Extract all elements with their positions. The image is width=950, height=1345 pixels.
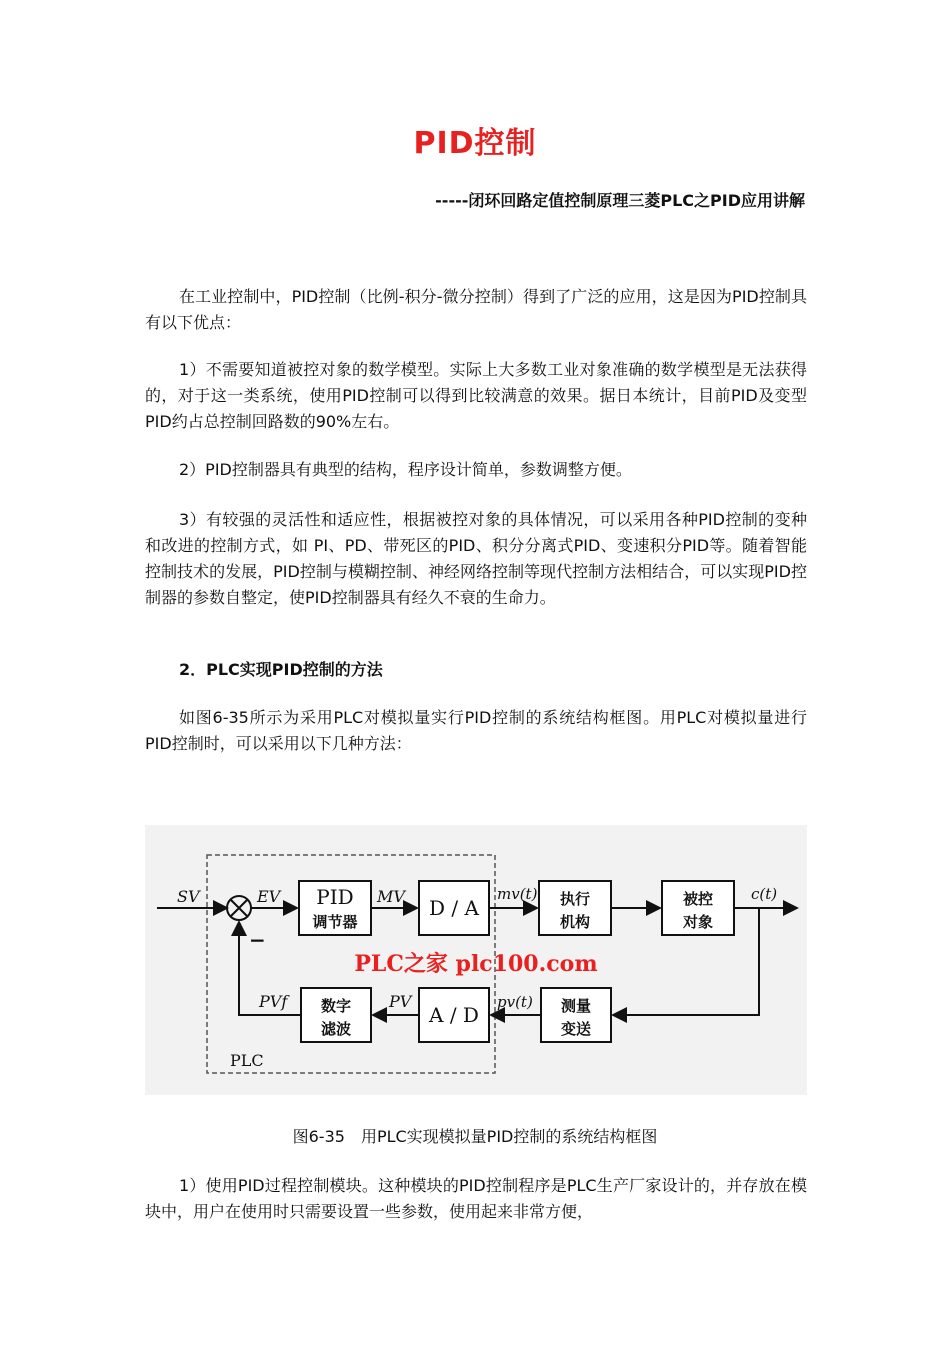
section-heading: 2．PLC实现PID控制的方法 <box>179 660 383 679</box>
watermark-text: PLC之家 plc100.com <box>354 951 598 977</box>
ev-label: EV <box>257 887 281 906</box>
sensor-label-top: 测量 <box>560 997 592 1015</box>
paragraph-method-1: 1）使用PID过程控制模块。这种模块的PID控制程序是PLC生产厂家设计的，并存放在模块中，用户在使用时只需要设置一些参数，使用起来非常方便， <box>145 1176 807 1221</box>
plant-label-bottom: 对象 <box>682 913 714 931</box>
pid-block-sublabel: 调节器 <box>312 913 358 931</box>
pid-block-diagram <box>145 825 807 1095</box>
mvt-label: mv(t) <box>497 885 538 903</box>
filter-label-top: 数字 <box>320 997 352 1015</box>
sensor-label-bottom: 变送 <box>560 1020 592 1038</box>
page-subtitle: -----闭环回路定值控制原理三菱PLC之PID应用讲解 <box>435 191 805 210</box>
actuator-label-bottom: 机构 <box>559 913 591 931</box>
mv-label: MV <box>377 887 405 906</box>
paragraph-advantage-3: 3）有较强的灵活性和适应性，根据被控对象的具体情况，可以采用各种PID控制的变种和改进的控制方式，如 PI、PD、带死区的PID、积分分离式PID、变速积分PID等。随着智能控制技术的发展，PID控制与模糊控制、神经网络控制等现代控制方法相结合，可以实现PID控制器的参数自整定，使PID控制器具有经久不衰的生命力。 <box>145 510 807 607</box>
filter-label-bottom: 滤波 <box>320 1020 352 1038</box>
pv-label: PV <box>389 992 412 1011</box>
plant-label-top: 被控 <box>682 890 714 908</box>
sv-label: SV <box>177 887 200 906</box>
da-block-label: D / A <box>429 896 479 920</box>
minus-sign: − <box>249 928 266 952</box>
ad-block-label: A / D <box>429 1003 479 1027</box>
ct-label: c(t) <box>751 885 778 903</box>
paragraph-advantage-2: 2）PID控制器具有典型的结构，程序设计简单，参数调整方便。 <box>179 460 632 479</box>
paragraph-intro: 在工业控制中，PID控制（比例-积分-微分控制）得到了广泛的应用，这是因为PID控制具有以下优点： <box>145 287 807 332</box>
paragraph-advantage-1: 1）不需要知道被控对象的数学模型。实际上大多数工业对象准确的数学模型是无法获得的，对于这一类系统，使用PID控制可以得到比较满意的效果。据日本统计，目前PID及变型PID约占总控制回路数的90%左右。 <box>145 360 807 431</box>
pvf-label: PVf <box>259 992 288 1011</box>
figure-caption: 图6-35 用PLC实现模拟量PID控制的系统结构框图 <box>292 1127 658 1146</box>
pvt-label: pv(t) <box>497 993 533 1011</box>
pid-block-label: PID <box>316 885 354 909</box>
page-title: PID控制 <box>413 126 537 161</box>
paragraph-figure-intro: 如图6-35所示为采用PLC对模拟量实行PID控制的系统结构框图。用PLC对模拟量进行PID控制时，可以采用以下几种方法： <box>145 708 807 753</box>
actuator-label-top: 执行 <box>559 890 591 908</box>
plc-label: PLC <box>230 1051 264 1070</box>
